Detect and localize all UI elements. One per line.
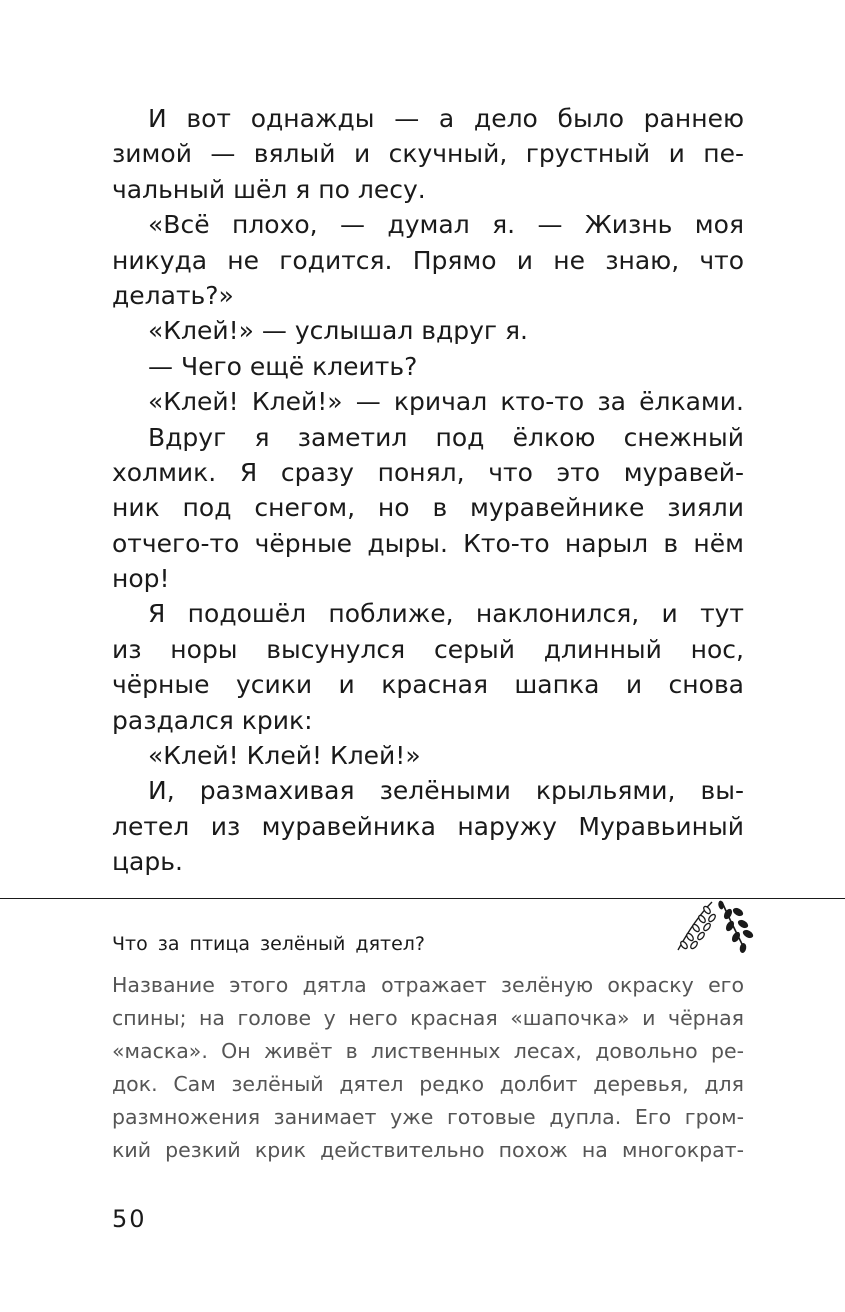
sidebar-line: спины; на голове у него красная «шапочка» и чёрная: [112, 1006, 744, 1030]
story-line: И вот однажды — а дело было раннею: [148, 104, 744, 133]
story-line: отчего-то чёрные дыры. Кто-то нарыл в нём: [112, 528, 744, 558]
story-line: Я подошёл поближе, наклонился, и тут: [148, 599, 744, 629]
sidebar-line: размножения занимает уже готовые дупла. Его гром-: [112, 1105, 744, 1129]
leaf-sprigs-icon: [672, 898, 754, 958]
story-line: зимой — вялый и скучный, грустный и пе-: [112, 139, 744, 169]
story-line: из норы высунулся серый длинный нос,: [112, 634, 744, 664]
story-line: холмик. Я сразу понял, что это муравей-: [112, 457, 744, 487]
story-line: — Чего ещё клеить?: [148, 351, 418, 381]
story-line: И, размахивая зелёными крыльями, вы-: [148, 776, 744, 806]
story-line: ник под снегом, но в муравейнике зияли: [112, 493, 744, 523]
story-line: никуда не годится. Прямо и не знаю, что: [112, 245, 744, 275]
story-line: чёрные усики и красная шапка и снова: [112, 670, 744, 700]
story-line: «Клей! Клей! Клей!»: [148, 741, 421, 771]
story-line: «Клей! Клей!» — кричал кто-то за ёлками.: [148, 387, 744, 417]
sidebar-line: кий резкий крик действительно похож на многократ-: [112, 1138, 744, 1162]
story-line: «Клей!» — услышал вдруг я.: [148, 316, 528, 346]
story-text: [112, 101, 744, 880]
sidebar-line: «маска». Он живёт в лиственных лесах, довольно ре-: [112, 1039, 744, 1063]
story-line: летел из муравейника наружу Муравьиный: [112, 811, 744, 841]
story-line: нор!: [112, 564, 170, 594]
story-line: делать?»: [112, 280, 234, 310]
story-line: раздался крик:: [112, 705, 313, 735]
sidebar-line: док. Сам зелёный дятел редко долбит деревья, для: [112, 1072, 744, 1096]
story-line: «Всё плохо, — думал я. — Жизнь моя: [148, 210, 744, 240]
story-line: царь.: [112, 847, 183, 877]
sidebar-title: Что за птица зелёный дятел?: [112, 933, 425, 955]
page-number: 50: [112, 1205, 147, 1233]
sidebar-body: [112, 969, 744, 1167]
sidebar-line: Название этого дятла отражает зелёную окраску его: [112, 973, 744, 997]
story-line: Вдруг я заметил под ёлкою снежный: [148, 422, 744, 452]
story-line: чальный шёл я по лесу.: [112, 174, 426, 204]
